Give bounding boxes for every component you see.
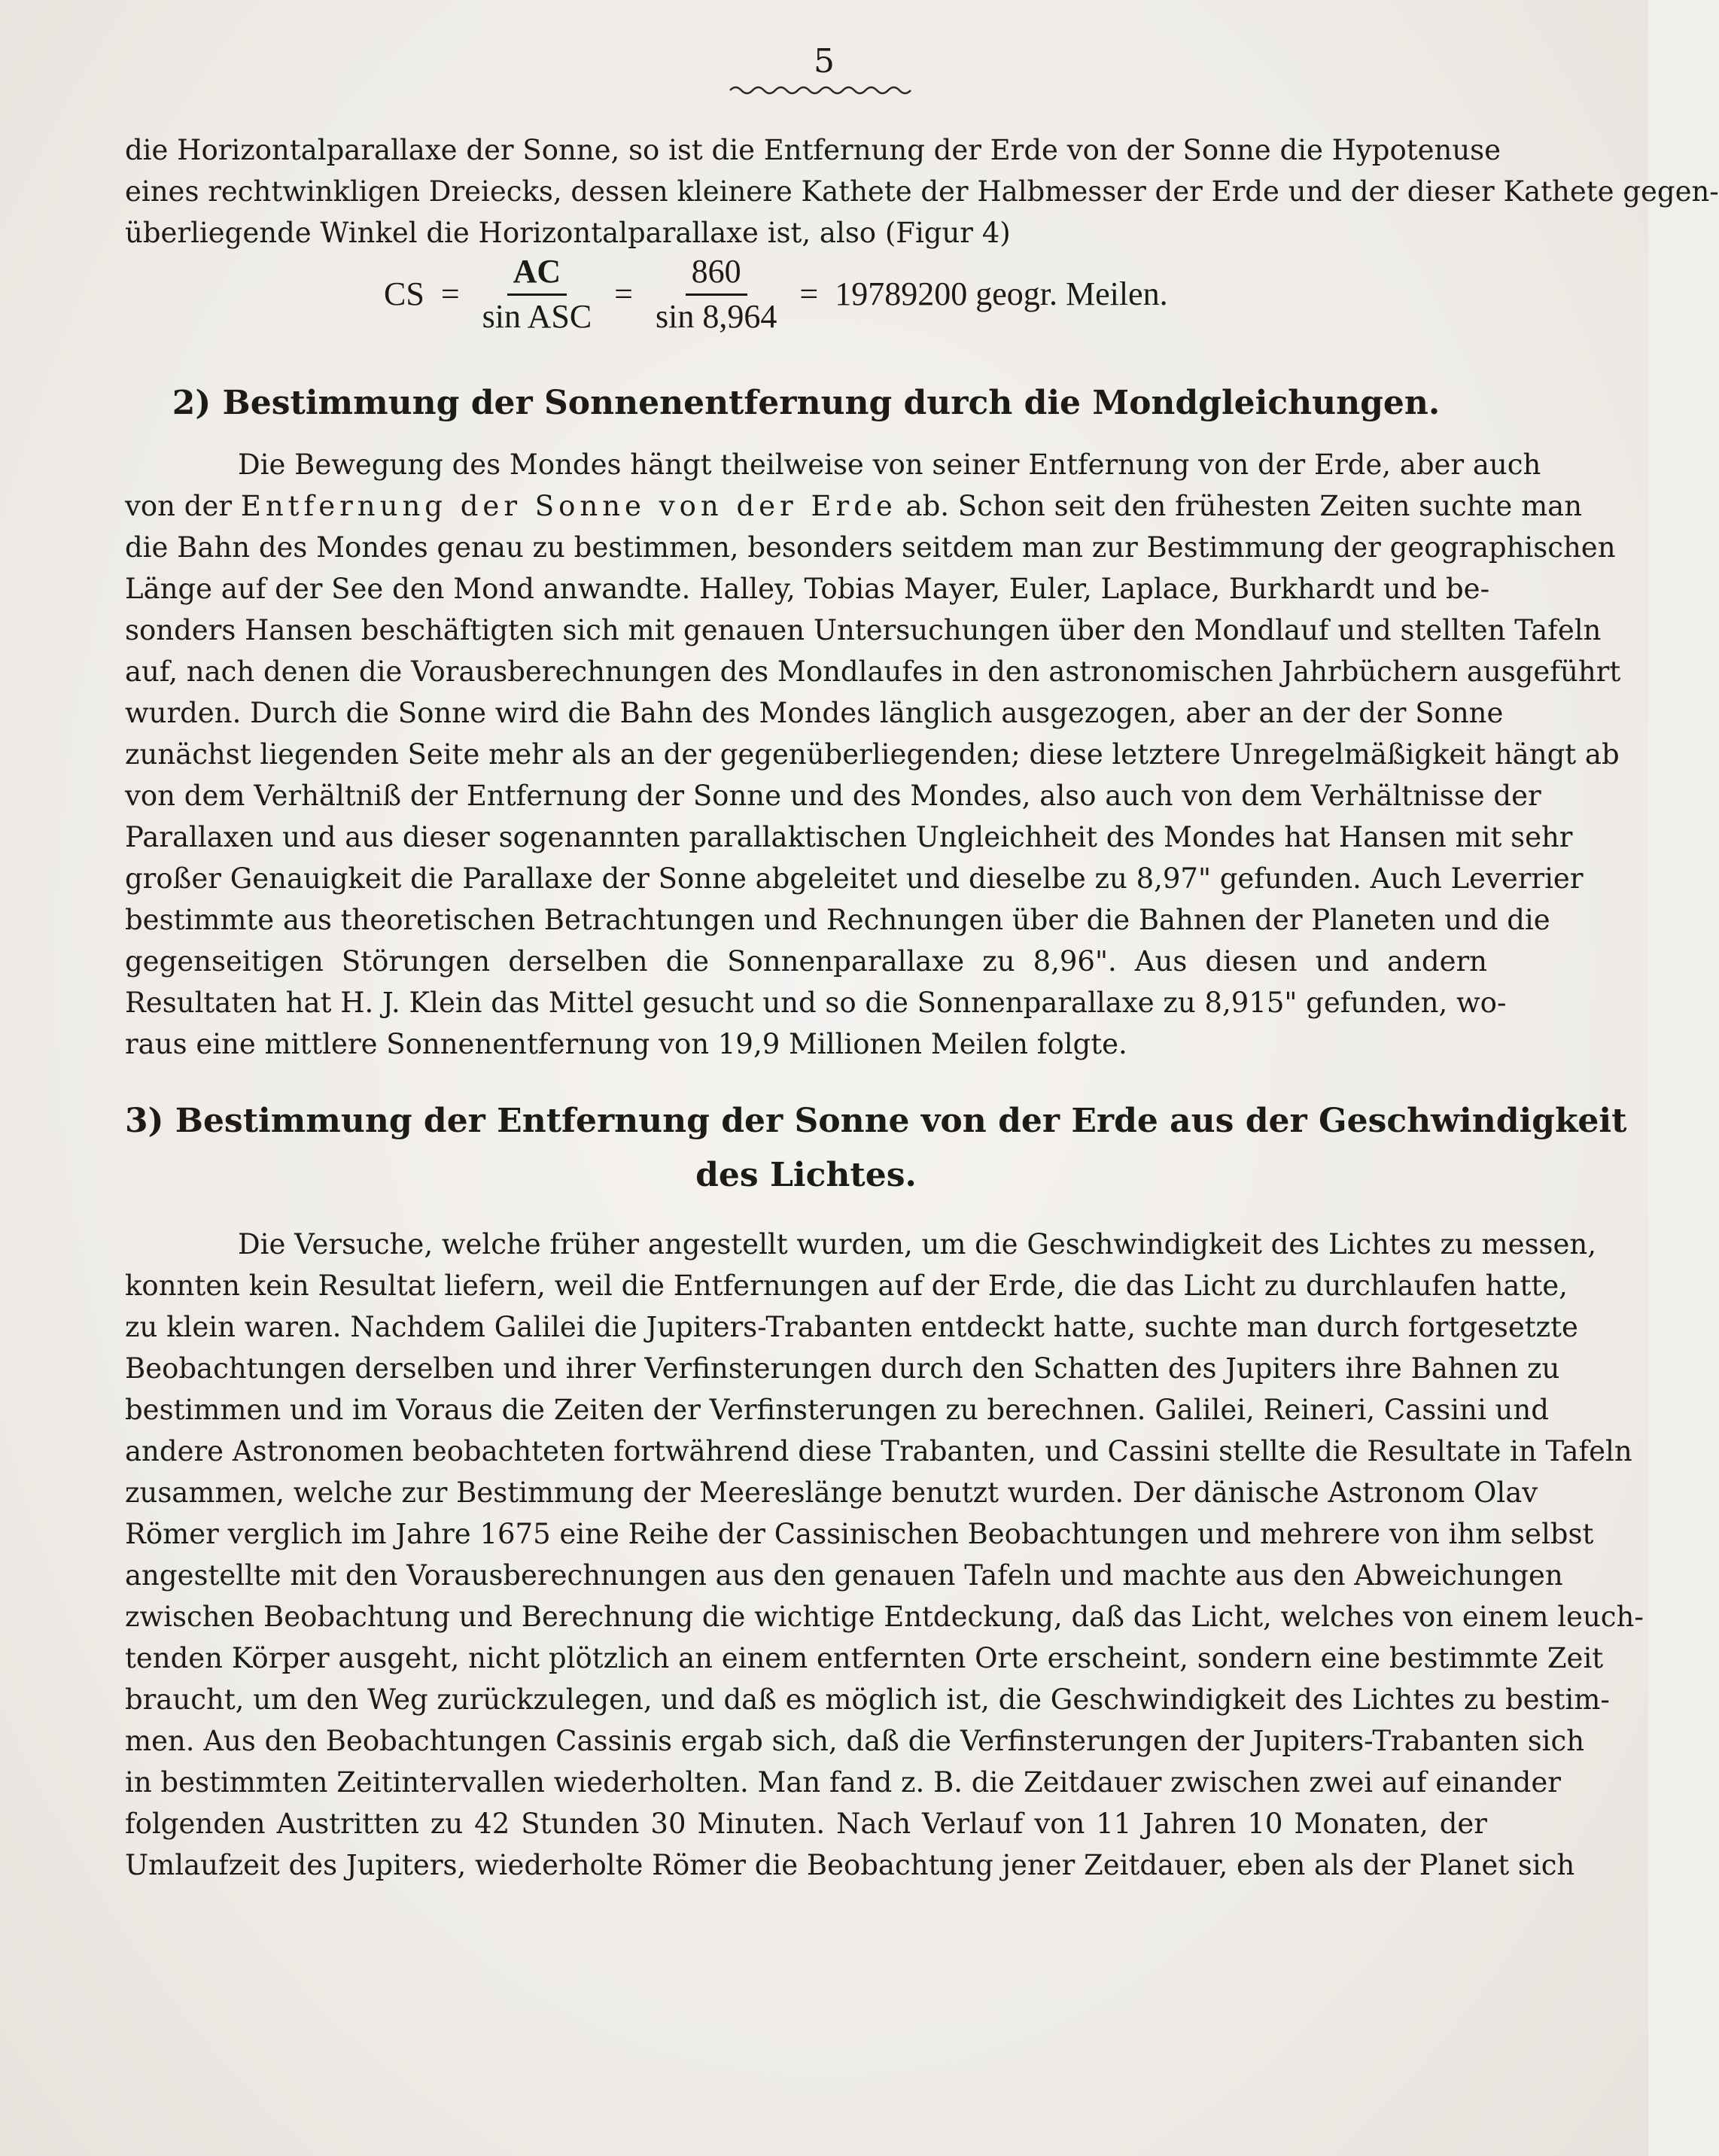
text-line: men. Aus den Beobachtungen Cassinis ergab sich, daß die Verfinsterungen der Jupiters-Trabanten sich bbox=[125, 1725, 1585, 1757]
text-line: bestimmen und im Voraus die Zeiten der Verfinsterungen zu berechnen. Galilei, Reineri, Cassini und bbox=[125, 1394, 1549, 1426]
section-2-paragraph bbox=[125, 444, 1621, 1065]
text-line: von der Entfernung der Sonne von der Erde ab. Schon seit den frühesten Zeiten suchte man bbox=[125, 490, 1583, 522]
text-line: Umlaufzeit des Jupiters, wiederholte Römer die Beobachtung jener Zeitdauer, eben als der Planet sich bbox=[125, 1849, 1575, 1881]
text-line: Römer verglich im Jahre 1675 eine Reihe der Cassinischen Beobachtungen und mehrere von ihm selbst bbox=[125, 1518, 1594, 1550]
text-line: andere Astronomen beobachteten fortwährend diese Trabanten, und Cassini stellte die Resultate in Tafeln bbox=[125, 1435, 1632, 1467]
denominator: sin ASC bbox=[482, 297, 592, 335]
equals-sign: = bbox=[440, 275, 460, 312]
text-line: angestellte mit den Vorausberechnungen aus den genauen Tafeln und machte aus den Abweichungen bbox=[125, 1559, 1563, 1592]
opening-paragraph bbox=[125, 129, 1719, 254]
section-heading-3: 3) Bestimmung der Entfernung der Sonne von der Erde aus der Geschwindigkeit bbox=[125, 1102, 1627, 1140]
distance-formula bbox=[384, 252, 1168, 335]
text-line: tenden Körper ausgeht, nicht plötzlich an einem entfernten Orte erscheint, sondern eine bestimmte Zeit bbox=[125, 1642, 1604, 1674]
text-line: zunächst liegenden Seite mehr als an der gegenüberliegenden; diese letztere Unregelmäßigkeit hängt ab bbox=[125, 738, 1620, 771]
section-heading-2: 2) Bestimmung der Sonnenentfernung durch die Mondgleichungen. bbox=[172, 384, 1441, 422]
formula-result: 19789200 geogr. Meilen. bbox=[835, 275, 1168, 312]
text-line: die Horizontalparallaxe der Sonne, so ist die Entfernung der Erde von der Sonne die Hypotenuse bbox=[125, 134, 1501, 166]
text-line: konnten kein Resultat liefern, weil die Entfernungen auf der Erde, die das Licht zu durchlaufen hatte, bbox=[125, 1270, 1568, 1302]
text-line: folgenden Austritten zu 42 Stunden 30 Minuten. Nach Verlauf von 11 Jahren 10 Monaten, der bbox=[125, 1808, 1487, 1840]
text-line bbox=[125, 1927, 1487, 1969]
text-line: Beobachtungen derselben und ihrer Verfinsterungen durch den Schatten des Jupiters ihre Bahnen zu bbox=[125, 1352, 1560, 1385]
text-line: Parallaxen und aus dieser sogenannten parallaktischen Ungleichheit des Mondes hat Hansen mit sehr bbox=[125, 821, 1573, 853]
denominator: sin 8,964 bbox=[656, 297, 777, 335]
text-line: Die Versuche, welche früher angestellt wurden, um die Geschwindigkeit des Lichtes zu messen, bbox=[238, 1228, 1596, 1260]
text-line: raus eine mittlere Sonnenentfernung von 19,9 Millionen Meilen folgte. bbox=[125, 1028, 1127, 1060]
equals-sign: = bbox=[614, 275, 633, 312]
text-line: sonders Hansen beschäftigten sich mit genauen Untersuchungen über den Mondlauf und stellten Tafeln bbox=[125, 614, 1602, 646]
text-line: gegenseitigen Störungen derselben die Sonnenparallaxe zu 8,96". Aus diesen und andern bbox=[125, 945, 1487, 978]
formula-lhs: CS bbox=[384, 275, 424, 312]
text-line: Die Bewegung des Mondes hängt theilweise von seiner Entfernung von der Erde, aber auch bbox=[238, 449, 1541, 481]
text-line: die Bahn des Mondes genau zu bestimmen, besonders seitdem man zur Bestimmung der geographischen bbox=[125, 531, 1616, 564]
text-line: Resultaten hat H. J. Klein das Mittel gesucht und so die Sonnenparallaxe zu 8,915" gefunden, wo- bbox=[125, 987, 1507, 1019]
text-line bbox=[125, 1969, 1487, 2010]
fraction-ac-over-sin-asc bbox=[476, 252, 598, 336]
text-line: eines rechtwinkligen Dreiecks, dessen kleinere Kathete der Halbmesser der Erde und der dieser Kathete gegen- bbox=[125, 175, 1719, 208]
fraction-860-over-sin bbox=[650, 252, 783, 336]
numerator: 860 bbox=[686, 252, 747, 296]
text-line: zu klein waren. Nachdem Galilei die Jupiters-Trabanten entdeckt hatte, suchte man durch fortgesetzte bbox=[125, 1311, 1578, 1343]
text-line: zwischen Beobachtung und Berechnung die wichtige Entdeckung, daß das Licht, welches von einem leuch- bbox=[125, 1601, 1644, 1633]
text-line: großer Genauigkeit die Parallaxe der Sonne abgeleitet und dieselbe zu 8,97" gefunden. Auch Leverrier bbox=[125, 862, 1584, 895]
text-line: zusammen, welche zur Bestimmung der Meereslänge benutzt wurden. Der dänische Astronom Olav bbox=[125, 1476, 1538, 1509]
equals-sign: = bbox=[799, 275, 819, 312]
section-3-paragraph bbox=[125, 1224, 1644, 2010]
text-line: Länge auf der See den Mond anwandte. Halley, Tobias Mayer, Euler, Laplace, Burkhardt und be- bbox=[125, 573, 1490, 605]
text-line: von dem Verhältniß der Entfernung der Sonne und des Mondes, also auch von dem Verhältnisse der bbox=[125, 780, 1541, 812]
text-line: überliegende Winkel die Horizontalparallaxe ist, also (Figur 4) bbox=[125, 217, 1011, 249]
numerator: AC bbox=[507, 252, 567, 296]
text-line: in bestimmten Zeitintervallen wiederholten. Man fand z. B. die Zeitdauer zwischen zwei auf einander bbox=[125, 1766, 1561, 1799]
section-heading-3-continued: des Lichtes. bbox=[695, 1156, 917, 1194]
text-line: bestimmte aus theoretischen Betrachtungen und Rechnungen über die Bahnen der Planeten und die bbox=[125, 904, 1550, 936]
wavy-rule-ornament bbox=[730, 84, 911, 96]
text-line bbox=[125, 1886, 1487, 1927]
text-line: auf, nach denen die Vorausberechnungen des Mondlaufes in den astronomischen Jahrbüchern ausgeführt bbox=[125, 655, 1621, 688]
text-line: wurden. Durch die Sonne wird die Bahn des Mondes länglich ausgezogen, aber an der der Sonne bbox=[125, 697, 1504, 729]
page-number: 5 bbox=[814, 42, 835, 81]
text-line: braucht, um den Weg zurückzulegen, und daß es möglich ist, die Geschwindigkeit des Lichtes zu bestim- bbox=[125, 1683, 1610, 1716]
